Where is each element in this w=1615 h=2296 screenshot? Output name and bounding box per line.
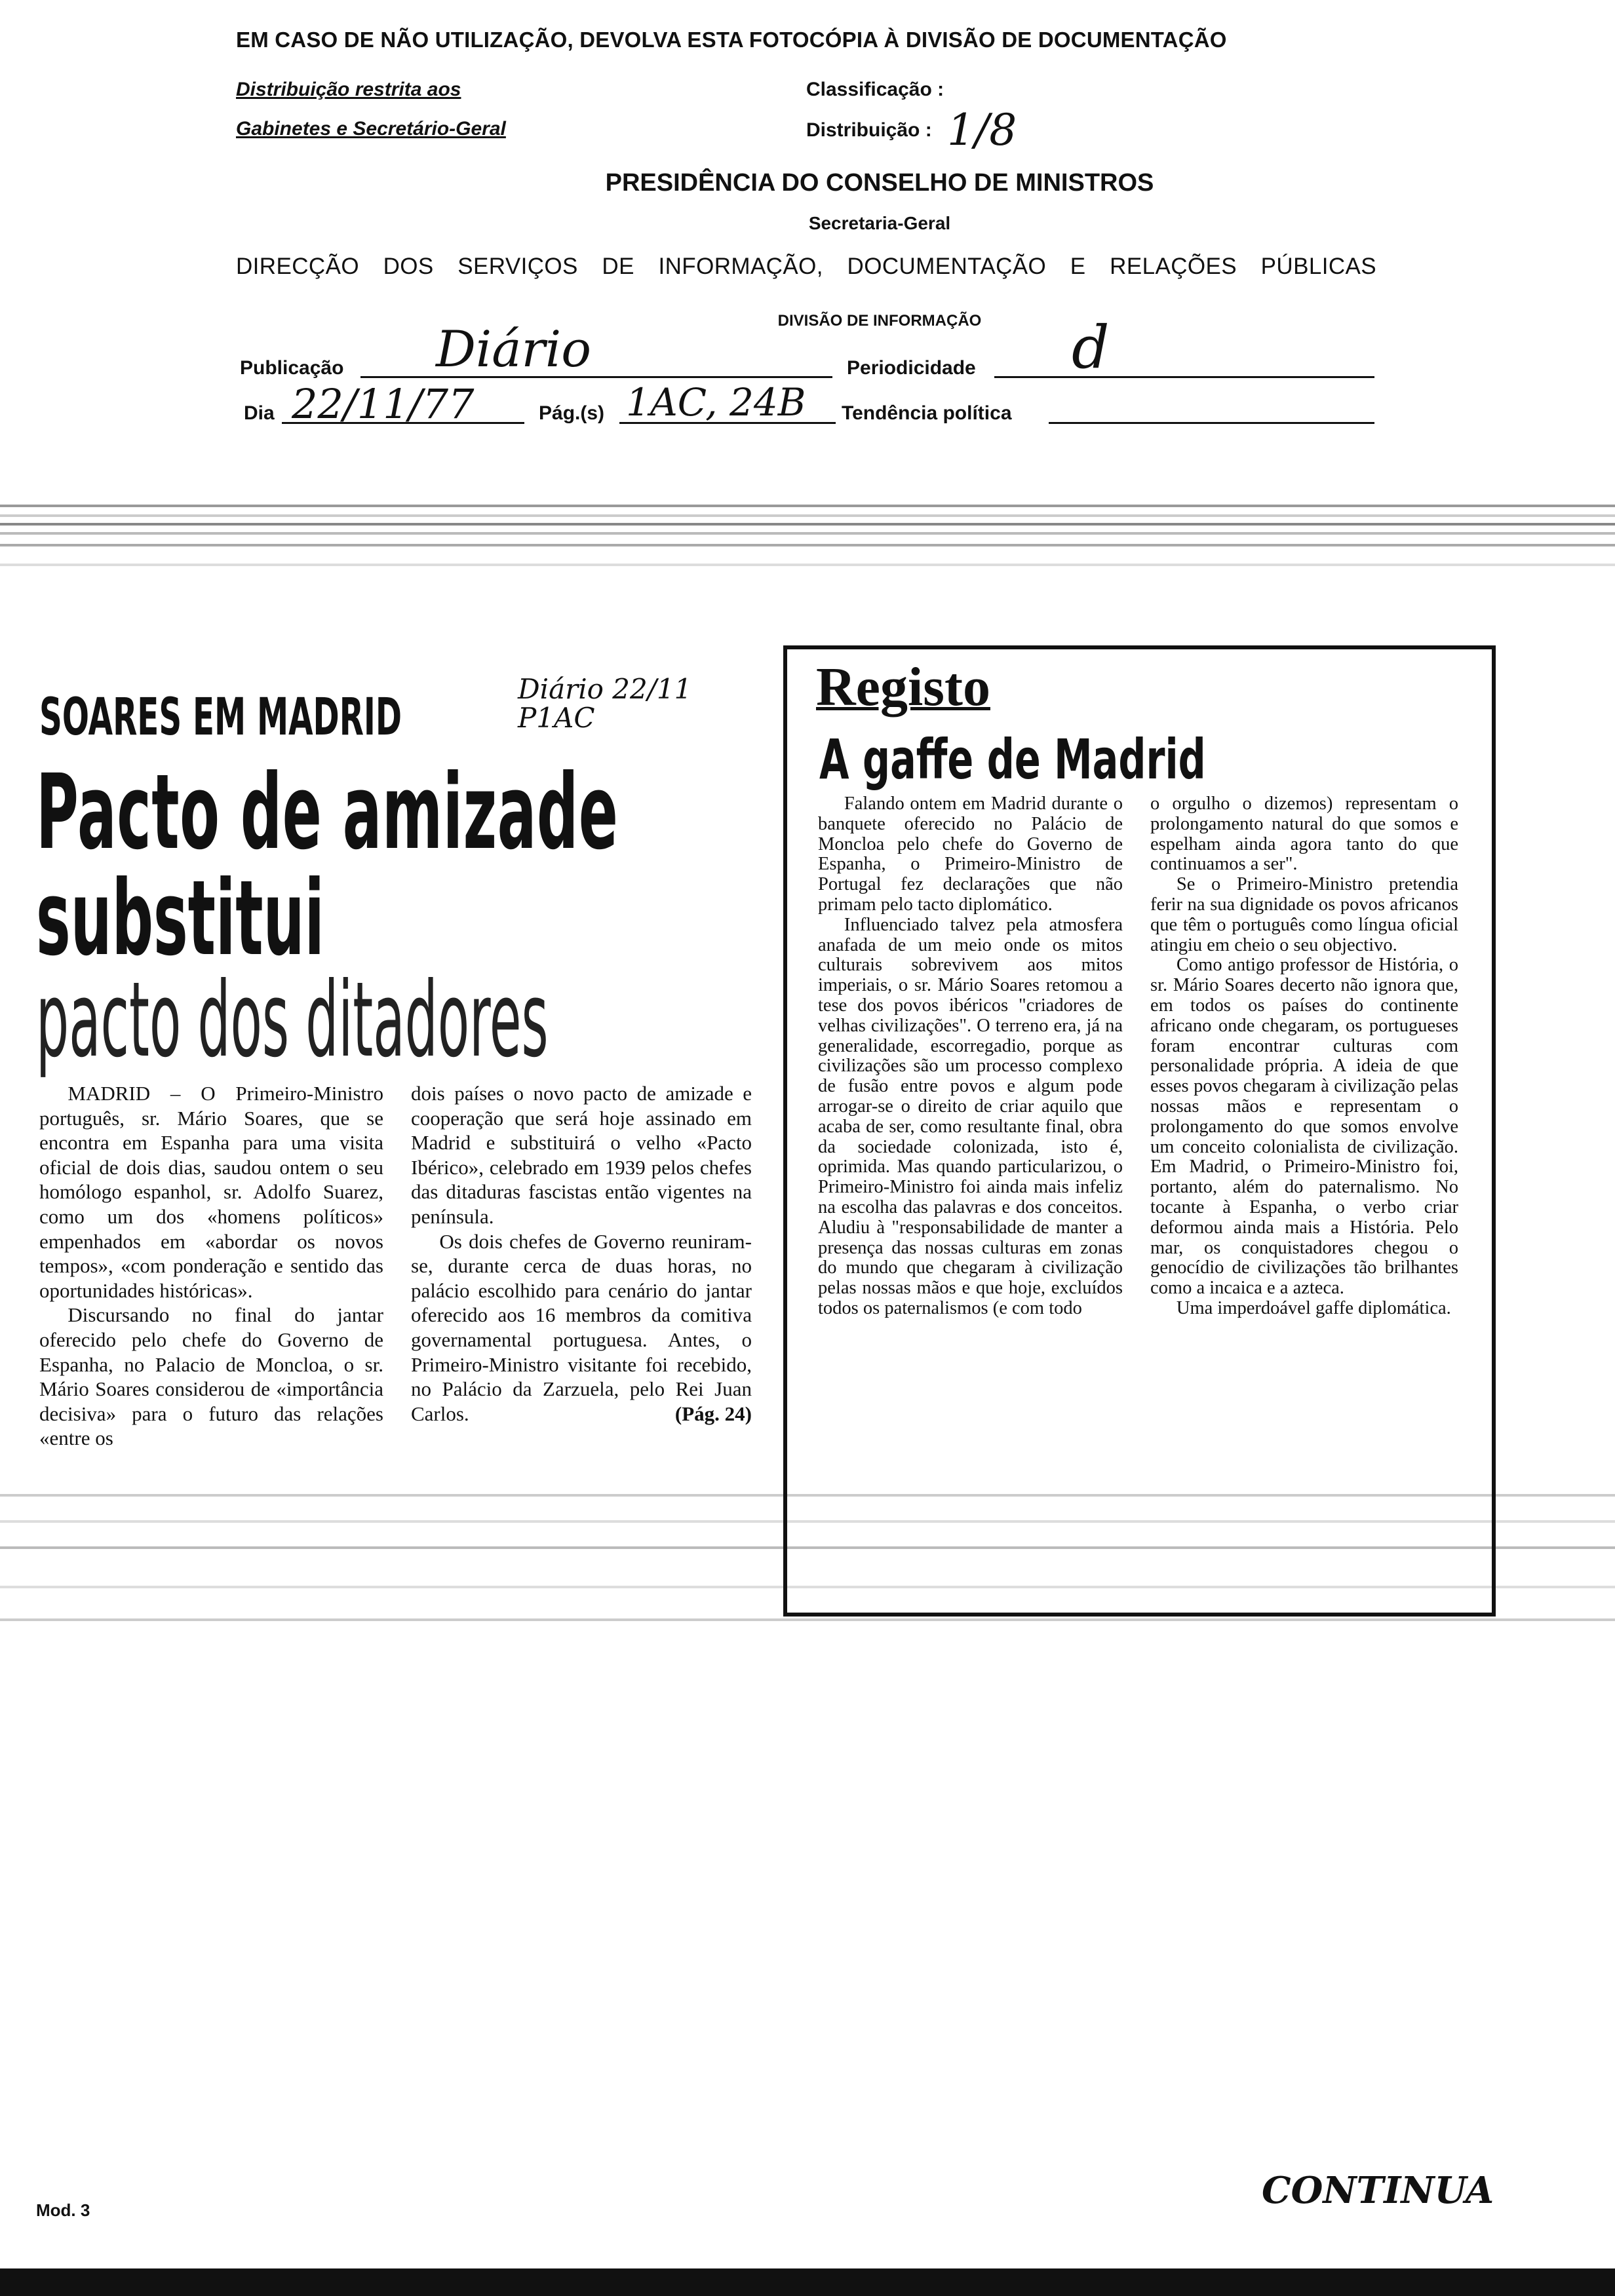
article-headline-line2: substitui — [36, 858, 324, 979]
classification-label: Classificação : — [806, 79, 944, 100]
pages-value: 1AC, 24B — [626, 380, 806, 425]
paragraph: MADRID – O Primeiro-Ministro português, sr. Mário Soares, que se encontra em Espanha para uma visita oficial de dois dias, saudou ontem o seu homólogo espanhol, sr. Adolfo Suarez, como um dos «homens políticos» empenhados em «abordar os novos tempos», «com ponderação e sentido das oportunidades históricas». — [39, 1082, 383, 1302]
scan-noise — [0, 544, 1615, 546]
day-value: 22/11/77 — [292, 380, 475, 428]
page-reference: (Pág. 24) — [674, 1402, 752, 1426]
periodicity-label: Periodicidade — [847, 357, 976, 379]
secretariat-title: Secretaria-Geral — [808, 213, 951, 233]
paragraph: Como antigo professor de História, o sr. Mário Soares decerto não ignora que, em todos os países do continente africano onde chegaram, os portugueses foram encontrar culturas com personalidade própria. A ideia de que esses povos chegaram à civilização pelas nossas mãos e representam o prolongamento do que somos envolve um conceito colonialista de civilização. Em Madrid, o Primeiro-Ministro foi, portanto, além do paternalismo. No tocante à Espanha, o verbo criar deformou ainda mais a História. Pelo mar, os conquistadores chegou o genocídio de civilizações tão brilhantes como a incaica e a azteca. — [1150, 955, 1458, 1299]
division-title: DIVISÃO DE INFORMAÇÃO — [777, 312, 982, 330]
publication-label: Publicação — [240, 357, 344, 379]
form-model: Mod. 3 — [36, 2200, 90, 2220]
restricted-distribution-line1: Distribuição restrita aos — [236, 79, 461, 100]
pages-label: Pág.(s) — [539, 402, 605, 424]
paragraph: Se o Primeiro-Ministro pretendia ferir na sua dignidade os povos africanos que têm o português como língua oficial atingiu em cheio o seu objectivo. — [1150, 874, 1458, 955]
article-left-column1 — [39, 1081, 383, 1451]
registo-headline: A gaffe de Madrid — [819, 727, 1206, 792]
paragraph: Uma imperdoável gaffe diplomática. — [1176, 1297, 1451, 1318]
registo-column2 — [1150, 794, 1458, 1319]
directorate-title: DIRECÇÃO DOS SERVIÇOS DE INFORMAÇÃO, DOCUMENTAÇÃO E RELAÇÕES PÚBLICAS — [236, 254, 1376, 279]
publication-value: Diário — [436, 320, 591, 378]
section-title: Registo — [816, 657, 990, 718]
presidency-title: PRESIDÊNCIA DO CONSELHO DE MINISTROS — [605, 169, 1154, 197]
tendency-label: Tendência política — [842, 402, 1012, 424]
header-warning: EM CASO DE NÃO UTILIZAÇÃO, DEVOLVA ESTA FOTOCÓPIA À DIVISÃO DE DOCUMENTAÇÃO — [236, 28, 1227, 52]
registo-column1 — [818, 794, 1123, 1319]
distribution-label: Distribuição : — [806, 119, 932, 141]
paragraph: dois países o novo pacto de amizade e cooperação que será hoje assinado em Madrid e substituirá o velho «Pacto Ibérico», celebrado em 1939 pelos chefes das ditaduras fascistas então vigentes na península. — [411, 1082, 752, 1228]
paragraph: Falando ontem em Madrid durante o banquete oferecido no Palácio de Moncloa pelo chefe do Governo de Espanha, o Primeiro-Ministro de Portugal fez declarações que não primam pelo tacto diplomático. — [818, 794, 1123, 915]
paragraph: Discursando no final do jantar oferecido pelo chefe do Governo de Espanha, no Palacio de Moncloa, o sr. Mário Soares considerou de «importância decisiva» para o futuro das relações «entre os — [39, 1303, 383, 1450]
scan-noise — [0, 564, 1615, 566]
periodicity-value: d — [1072, 313, 1110, 382]
handwritten-annotation: Diário 22/11 P1AC — [518, 673, 692, 734]
continues-note: CONTINUA — [1262, 2169, 1494, 2212]
article-left-column2 — [411, 1081, 752, 1426]
article-kicker: SOARES EM MADRID — [39, 688, 402, 747]
distribution-value: 1/8 — [947, 105, 1017, 155]
periodicity-field — [994, 376, 1374, 378]
scan-noise — [0, 532, 1615, 535]
publication-field — [360, 376, 832, 378]
day-label: Dia — [244, 402, 275, 424]
scan-noise — [0, 1618, 1615, 1621]
article-headline-line3: pacto dos ditadores — [36, 960, 549, 1081]
scan-noise — [0, 523, 1615, 526]
paragraph: o orgulho o dizemos) representam o prolongamento natural do que somos e espelham ainda agora tanto do que continuamos a ser". — [1150, 794, 1458, 875]
tendency-field — [1049, 422, 1374, 424]
article-headline-line1: Pacto de amizade — [36, 752, 619, 873]
scan-noise — [0, 505, 1615, 507]
scan-noise — [0, 514, 1615, 517]
paragraph: Os dois chefes de Governo reuniram-se, durante cerca de duas horas, no palácio escolhido para cenário do jantar oferecido aos 16 membros da comitiva governamental portuguesa. Antes, o Primeiro-Ministro visitante foi recebido, no Palácio da Zarzuela, pelo Rei Juan Carlos. — [411, 1229, 752, 1425]
restricted-distribution-line2: Gabinetes e Secretário-Geral — [236, 118, 506, 140]
scan-edge — [0, 2268, 1615, 2296]
paragraph: Influenciado talvez pela atmosfera anafada de um meio onde os mitos culturais sobrevivem aos mitos imperiais, o sr. Mário Soares retomou a tese dos povos ibéricos "criadores de velhas civilizações". O terreno era, já na generalidade, escorregadio, porque as civilizações são um processo complexo de fusão entre povos e algum pode arrogar-se o direito de criar aquilo que acaba de ser, como resultante final, obra da sociedade colonizada, isto é, oprimida. Mas quando particularizou, o Primeiro-Ministro foi ainda mais infeliz na escolha das palavras e dos conceitos. Aludiu à "responsabilidade de manter a presença das nossas culturas em zonas do mundo que chegaram à civilização pelas nossas mãos e que hoje, excluídos todos os paternalismos (e com todo — [818, 914, 1123, 1318]
